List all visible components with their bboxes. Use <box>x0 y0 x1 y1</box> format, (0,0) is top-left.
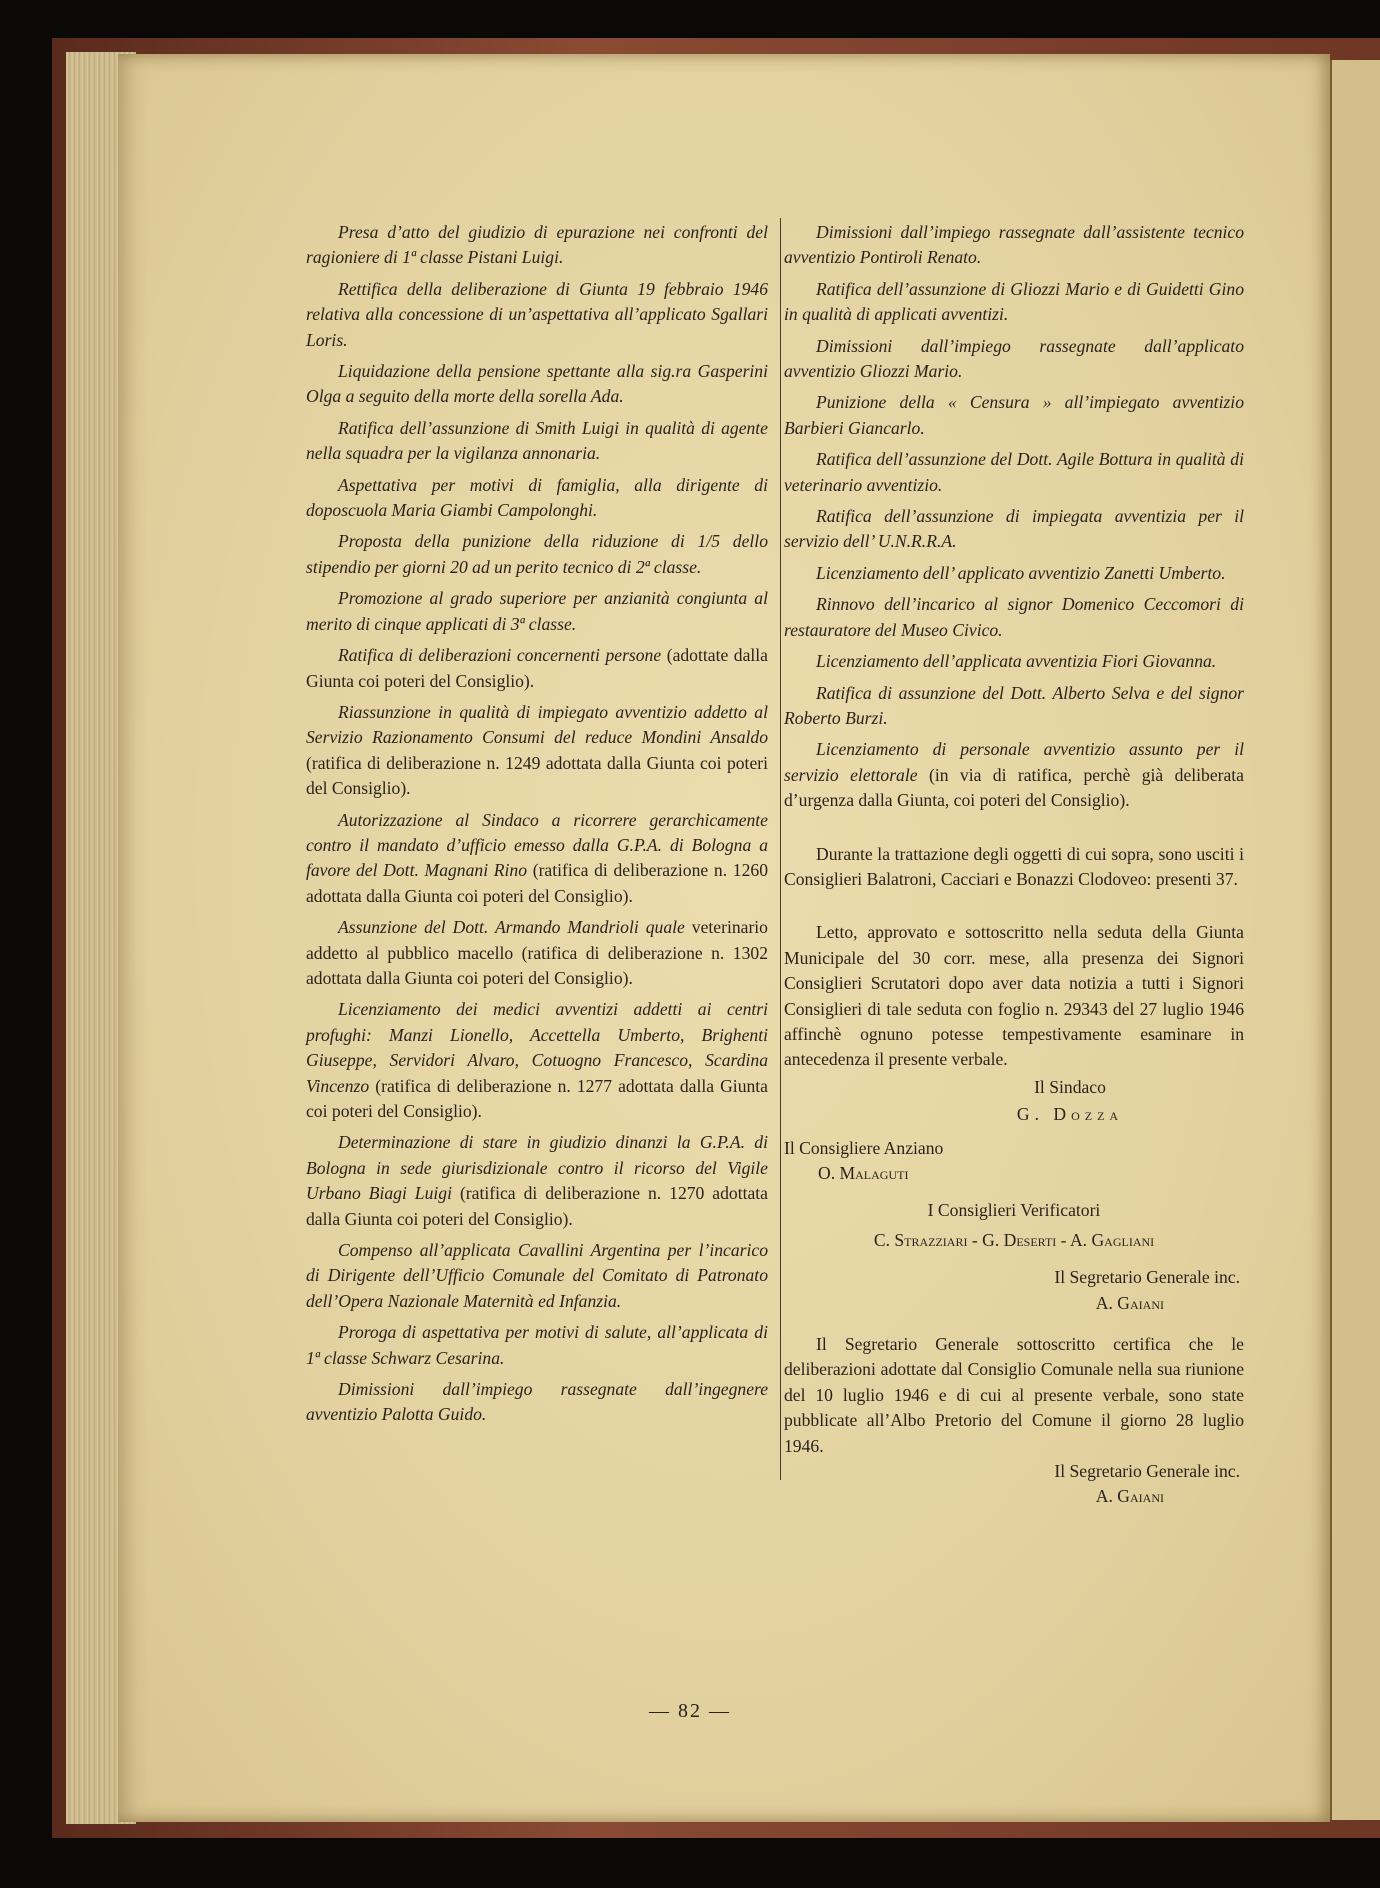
entry-text: Ratifica dell’assunzione di impiegata avventizia per il servizio dell’ U.N.R.R.A. <box>784 506 1244 552</box>
entry-text: (ratifica di deliberazione n. 1249 adottata dalla Giunta coi poteri del Consiglio). <box>306 752 768 799</box>
entry-text: (ratifica di deliberazione n. 1260 adottata dalla Giunta coi poteri del Consiglio). <box>306 860 768 906</box>
left-entry <box>306 277 768 353</box>
left-entry <box>306 1238 768 1314</box>
entry-text: Liquidazione della pensione spettante alla sig.ra Gasperini Olga a seguito della morte della sorella Ada. <box>306 361 768 407</box>
right-column <box>784 220 1244 1510</box>
entry-text: Dimissioni dall’impiego rassegnate dall’ingegnere avventizio Palotta Guido. <box>306 1379 768 1425</box>
entry-text: Ratifica di assunzione del Dott. Alberto Selva e del signor Roberto Burzi. <box>784 682 1244 728</box>
entry-text: Proroga di aspettativa per motivi di salute, all’applicata di 1ª classe Schwarz Cesarina. <box>306 1322 768 1368</box>
durante-paragraph: Durante la trattazione degli oggetti di cui sopra, sono usciti i Consiglieri Balatroni, Cacciari e Bonazzi Clodoveo: presenti 37. <box>784 843 1244 889</box>
entry-text: Ratifica dell’assunzione di Smith Luigi in qualità di agente nella squadra per la vigilanza annonaria. <box>306 417 768 464</box>
left-entry <box>306 529 768 580</box>
entry-text: Licenziamento dell’applicata avventizia Fiori Giovanna. <box>816 651 1217 672</box>
right-entry <box>784 390 1244 441</box>
right-entry <box>784 334 1244 385</box>
facing-page-edge <box>1330 60 1380 1820</box>
letto-paragraph: Letto, approvato e sottoscritto nella seduta della Giunta Municipale del 30 corr. mese, alla presenza dei Signori Consiglieri Scrutatori dopo aver data notizia a tutti i Signori Consiglieri di tale seduta con foglio n. 29343 del 27 luglio 1946 affinchè ognuno potesse tempestivamente esaminare in antecedenza il presente verbale. <box>784 922 1244 1070</box>
right-entry <box>784 649 1244 674</box>
verificatori-names: C. Strazziari - G. Deserti - A. Gagliani <box>873 1229 1155 1250</box>
final-segretario-name: A. Gaiani <box>1095 1486 1164 1507</box>
right-entry <box>784 592 1244 643</box>
anziano-title: Il Consigliere Anziano <box>784 1137 944 1158</box>
left-entry <box>306 643 768 694</box>
entry-text: (in via di ratifica, perchè già deliberata d’urgenza dalla Giunta, coi poteri del Consiglio). <box>784 764 1244 811</box>
left-entry <box>306 220 768 271</box>
sindaco-title: Il Sindaco <box>1034 1076 1106 1097</box>
entry-text: Ratifica dell’assunzione del Dott. Agile Bottura in qualità di veterinario avventizio. <box>784 449 1244 495</box>
entry-text: Licenziamento dell’ applicato avventizio Zanetti Umberto. <box>816 562 1226 583</box>
left-entry <box>306 359 768 410</box>
left-entry <box>306 997 768 1124</box>
entry-text: Ratifica di deliberazioni concernenti persone <box>338 645 662 666</box>
anziano-name: O. Malaguti <box>818 1163 909 1183</box>
right-entry <box>784 737 1244 813</box>
entry-text: Assunzione del Dott. Armando Mandrioli quale <box>338 917 685 938</box>
right-entry <box>784 220 1244 271</box>
entry-text: veterinario addetto al pubblico macello (ratifica di deliberazione n. 1302 adottata dalla Giunta coi poteri del Consiglio). <box>306 917 768 988</box>
left-entry <box>306 700 768 802</box>
entry-text: Compenso all’applicata Cavallini Argentina per l’incarico di Dirigente dell’Ufficio Comunale del Comitato di Patronato dell’Opera Nazionale Maternità ed Infanzia. <box>306 1240 768 1311</box>
left-entry <box>306 1377 768 1428</box>
right-entry <box>784 681 1244 732</box>
right-entries <box>784 220 1244 814</box>
left-entry <box>306 586 768 637</box>
certification-paragraph: Il Segretario Generale sottoscritto certifica che le deliberazioni adottate dal Consiglio Comunale nella sua riunione del 10 luglio 1946 e di cui al presente verbale, sono state pubblicate all’Albo Pretorio del Comune il giorno 28 luglio 1946. <box>784 1334 1244 1456</box>
right-entry <box>784 447 1244 498</box>
entry-text: Autorizzazione al Sindaco a ricorrere gerarchicamente contro il mandato d’ufficio emesso dalla G.P.A. di Bologna a favore del Dott. Magnani Rino <box>306 809 768 881</box>
final-segretario-title: Il Segretario Generale inc. <box>1054 1461 1240 1482</box>
entry-text: Dimissioni dall’impiego rassegnate dall’applicato avventizio Gliozzi Mario. <box>784 335 1244 382</box>
verificatori-title: I Consiglieri Verificatori <box>927 1200 1101 1221</box>
left-column <box>306 220 768 1434</box>
segretario-name: A. Gaiani <box>1095 1292 1164 1313</box>
entry-text: (ratifica di deliberazione n. 1277 adottata dalla Giunta coi poteri del Consiglio). <box>306 1075 768 1121</box>
left-entry <box>306 473 768 524</box>
entry-text: Aspettativa per motivi di famiglia, alla dirigente di doposcuola Maria Giambi Campolonghi. <box>306 474 768 521</box>
entry-text: Proposta della punizione della riduzione di 1/5 dello stipendio per giorni 20 ad un perito tecnico di 2ª classe. <box>306 531 768 577</box>
entry-text: Licenziamento di personale avventizio assunto per il servizio elettorale <box>784 739 1244 785</box>
column-divider <box>780 218 781 1480</box>
page-number: — 82 — <box>649 1700 731 1722</box>
right-entry <box>784 561 1244 586</box>
entry-text: Determinazione di stare in giudizio dinanzi la G.P.A. di Bologna in sede giurisdizionale contro il ricorso del Vigile Urbano Biagi Luigi <box>306 1132 768 1204</box>
left-entry <box>306 416 768 467</box>
right-entry <box>784 277 1244 328</box>
entry-text: Punizione della « Censura » all’impiegato avventizio Barbieri Giancarlo. <box>784 392 1244 438</box>
right-entry <box>784 504 1244 555</box>
sindaco-name: G. Dozza <box>1016 1104 1124 1125</box>
entry-text: (ratifica di deliberazione n. 1270 adottata dalla Giunta coi poteri del Consiglio). <box>306 1183 768 1229</box>
entry-text: (adottate dalla Giunta coi poteri del Consiglio). <box>306 645 768 691</box>
left-entry <box>306 915 768 991</box>
entry-text: Presa d’atto del giudizio di epurazione nei confronti del ragioniere di 1ª classe Pistani Luigi. <box>306 222 768 268</box>
left-entry <box>306 1130 768 1232</box>
segretario-title: Il Segretario Generale inc. <box>1054 1267 1240 1288</box>
left-entry <box>306 808 768 910</box>
entry-text: Riassunzione in qualità di impiegato avventizio addetto al Servizio Razionamento Consumi del reduce Mondini Ansaldo <box>306 701 768 748</box>
entry-text: Licenziamento dei medici avventizi addetti ai centri profughi: Manzi Lionello, Accettella Umberto, Brighenti Giuseppe, Servidori Alvaro, Cotuogno Francesco, Scardina Vincenzo <box>306 999 768 1096</box>
left-entry <box>306 1320 768 1371</box>
entry-text: Dimissioni dall’impiego rassegnate dall’assistente tecnico avventizio Pontiroli Renato. <box>784 222 1244 268</box>
entry-text: Rettifica della deliberazione di Giunta 19 febbraio 1946 relativa alla concessione di un’aspettativa all’applicato Sgallari Loris. <box>306 278 768 350</box>
entry-text: Rinnovo dell’incarico al signor Domenico Ceccomori di restauratore del Museo Civico. <box>784 594 1244 640</box>
entry-text: Ratifica dell’assunzione di Gliozzi Mario e di Guidetti Gino in qualità di applicati avventizi. <box>784 278 1244 325</box>
entry-text: Promozione al grado superiore per anzianità congiunta al merito di cinque applicati di 3ª classe. <box>306 588 768 634</box>
